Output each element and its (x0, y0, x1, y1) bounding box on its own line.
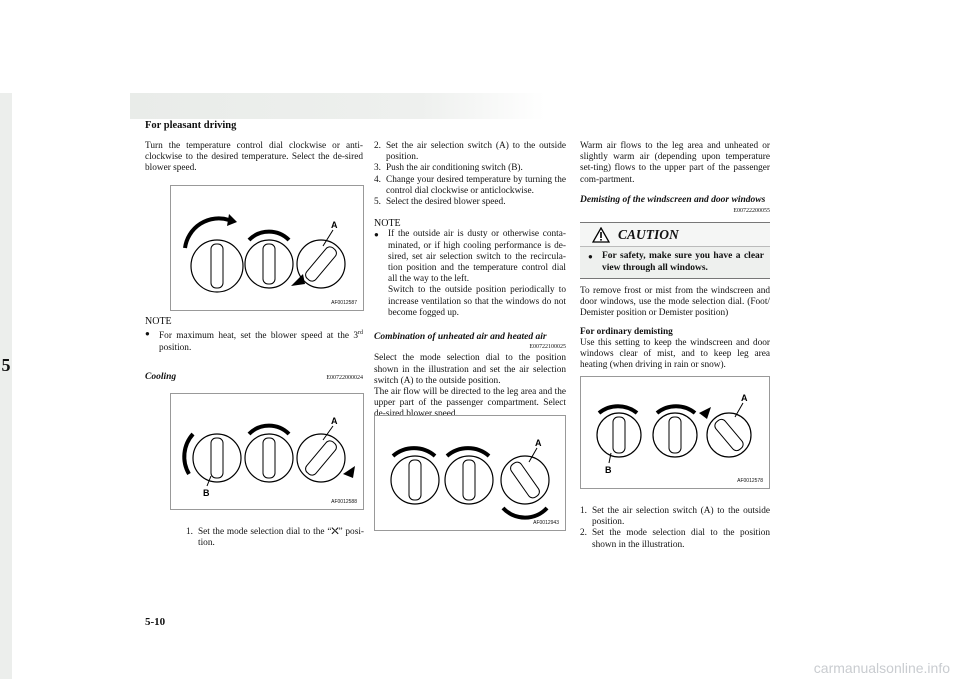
note-text: For maximum heat, set the blower speed at the 3rd position. (159, 330, 363, 353)
combo-heading: Combination of unheated air and heated air (374, 332, 547, 343)
caution-box (580, 222, 770, 279)
figure-demisting-dials (580, 376, 770, 489)
side-band (0, 93, 12, 679)
svg-text:A: A (741, 393, 748, 403)
bullet-icon: ● (374, 230, 379, 240)
column-3-steps (580, 506, 770, 551)
combo-paragraph-1: Select the mode selection dial to the position shown in the illustration and set the air selection switch (A) to the outside position. (374, 353, 566, 386)
mode-symbol-icon: ⛌ (331, 527, 339, 537)
steps-list (374, 141, 566, 208)
step-text: Set the mode selection dial to the “⛌” posi-tion. (198, 527, 364, 549)
list-item: 1. Set the air selection switch (A) to the outside position. (580, 506, 770, 528)
column-3 (580, 141, 770, 217)
ordinary-paragraph: Use this setting to keep the windscreen and door windows clear of mist, and to keep leg area heating (when driving in rain or snow). (580, 337, 770, 371)
bullet-icon: ● (588, 252, 593, 261)
label-b: B (203, 488, 210, 498)
list-item: 2. Set the air selection switch (A) to the outside position. (374, 141, 566, 163)
dials-illustration-4 (581, 377, 769, 488)
section-code: E00722100025 (529, 344, 566, 351)
figure-cooling-dials (170, 393, 364, 510)
note-bullet (374, 229, 566, 319)
figure-combination-dials (374, 415, 566, 531)
note-text: Switch to the outside position periodically to increase ventilation so that the windows do not become fogged up. (388, 285, 566, 318)
note-text: If the outside air is dusty or otherwise conta-minated, or if high cooling performance is de-sired, set air selection switch to the recircula-tion position and the temperature control dial all the way to the left. (388, 229, 566, 285)
demisting-text (580, 286, 770, 371)
demist-heading: Demisting of the windscreen and door windows (580, 194, 766, 205)
note-block-1 (145, 316, 363, 384)
note-label: NOTE (145, 316, 172, 327)
page-number: 5-10 (145, 616, 166, 628)
list-item: 3. Push the air conditioning switch (B). (374, 163, 523, 174)
section-code: E00722000024 (326, 374, 363, 381)
caution-header (580, 223, 770, 247)
note-bullet (145, 328, 363, 354)
caution-title: CAUTION (618, 226, 679, 242)
intro-paragraph: Turn the temperature control dial clockwise or anti-clockwise to the desired temperature. Select the de-sired blower speed. (145, 141, 363, 174)
figure-heater-dials (170, 185, 364, 311)
header-band (130, 93, 545, 119)
remove-paragraph: To remove frost or mist from the windscreen and door windows, use the mode selection dial. (Foot/ Demister position or Demister position) (580, 286, 770, 319)
chapter-tab: 5 (1, 355, 11, 375)
section-code: E00722200055 (733, 208, 770, 215)
intro-paragraph: Warm air flows to the leg area and unheated or slightly warm air (depending upon temperature set-ting) flows to the upper part of the passenger com-partment. (580, 141, 770, 185)
steps-list (580, 506, 770, 551)
ordinary-heading: For ordinary demisting (580, 326, 673, 337)
figure-id: AF0012578 (737, 478, 763, 484)
combo-paragraph-2: The air flow will be directed to the leg area and the upper part of the passenger compartment. Select (374, 387, 566, 409)
warning-triangle-icon (592, 227, 610, 243)
svg-text:A: A (331, 416, 338, 426)
caution-body (580, 247, 770, 278)
column-1 (145, 141, 363, 175)
step-1 (186, 527, 364, 549)
list-item: 5. Select the desired blower speed. (374, 197, 506, 208)
dials-illustration-1 (171, 186, 363, 310)
watermark-logo: carmanualsonline.info (813, 660, 950, 676)
cooling-heading: Cooling E00722000024 (145, 372, 363, 384)
figure-id: AF0012587 (331, 300, 357, 306)
step-number: 1. (186, 527, 193, 537)
bullet-icon: ● (145, 329, 150, 339)
caution-text: For safety, make sure you have a clear view through all windows. (602, 251, 764, 273)
dials-illustration-3 (375, 416, 565, 530)
list-item: 2. Set the mode selection dial to the position shown in the illustration. (580, 528, 770, 550)
page-header-title: For pleasant driving (145, 120, 237, 131)
svg-text:A: A (535, 438, 542, 448)
svg-text:B: B (605, 465, 612, 475)
figure-id: AF0012588 (331, 499, 357, 505)
list-item: 4. Change your desired temperature by turning the control dial clockwise or anticlockwise. (374, 174, 566, 196)
dials-illustration-2 (171, 394, 363, 509)
note-label: NOTE (374, 218, 401, 230)
figure-id: AF0012943 (533, 520, 559, 526)
column-2 (374, 141, 566, 421)
label-a: A (331, 220, 338, 230)
